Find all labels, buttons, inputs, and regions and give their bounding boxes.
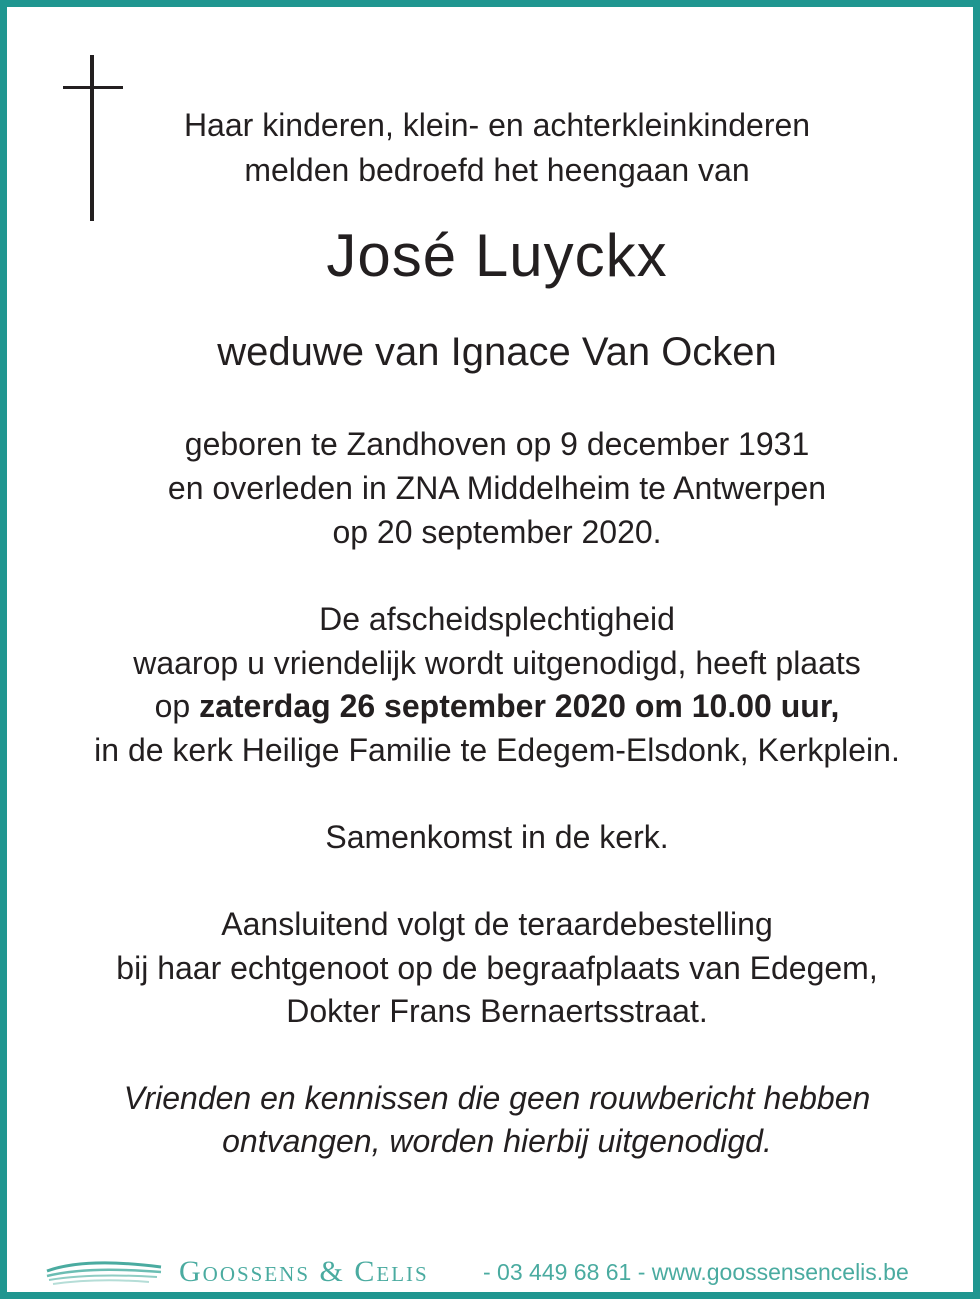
died-date-line: op 20 september 2020. [332,514,662,550]
ceremony-datetime: zaterdag 26 september 2020 om 10.00 uur, [199,688,840,724]
contact-info: - 03 449 68 61 - www.goossensencelis.be [483,1259,909,1285]
burial-line-3: Dokter Frans Bernaertsstraat. [286,993,708,1029]
deceased-name: José Luyckx [326,222,668,289]
intro-line-1: Haar kinderen, klein- en achterkleinkinderen [183,107,811,143]
gathering-line: Samenkomst in de kerk. [325,819,669,855]
ceremony-prefix: op [154,688,200,724]
invite-line-1: Vrienden en kennissen die geen rouwbericht hebben [123,1080,871,1116]
died-place-line: en overleden in ZNA Middelheim te Antwerpen [167,470,827,506]
widow-of: weduwe van Ignace Van Ocken [217,330,777,374]
intro-line-2: melden bedroefd het heengaan van [244,152,750,188]
invite-line-2: ontvangen, worden hierbij uitgenodigd. [222,1123,772,1159]
brand-name: Goossens & Celis [179,1255,429,1288]
born-line: geboren te Zandhoven op 9 december 1931 [184,426,810,462]
ceremony-line-1: De afscheidsplechtigheid [319,601,675,637]
ceremony-line-2: waarop u vriendelijk wordt uitgenodigd, heeft plaats [133,645,861,681]
ceremony-date-line [7,684,980,728]
burial-line-2: bij haar echtgenoot op de begraafplaats van Edegem, [116,950,878,986]
footer [7,1247,980,1297]
ceremony-location: in de kerk Heilige Familie te Edegem-Elsdonk, Kerkplein. [94,732,900,768]
burial-line-1: Aansluitend volgt de teraardebestelling [221,906,773,942]
waves-icon [45,1257,163,1287]
